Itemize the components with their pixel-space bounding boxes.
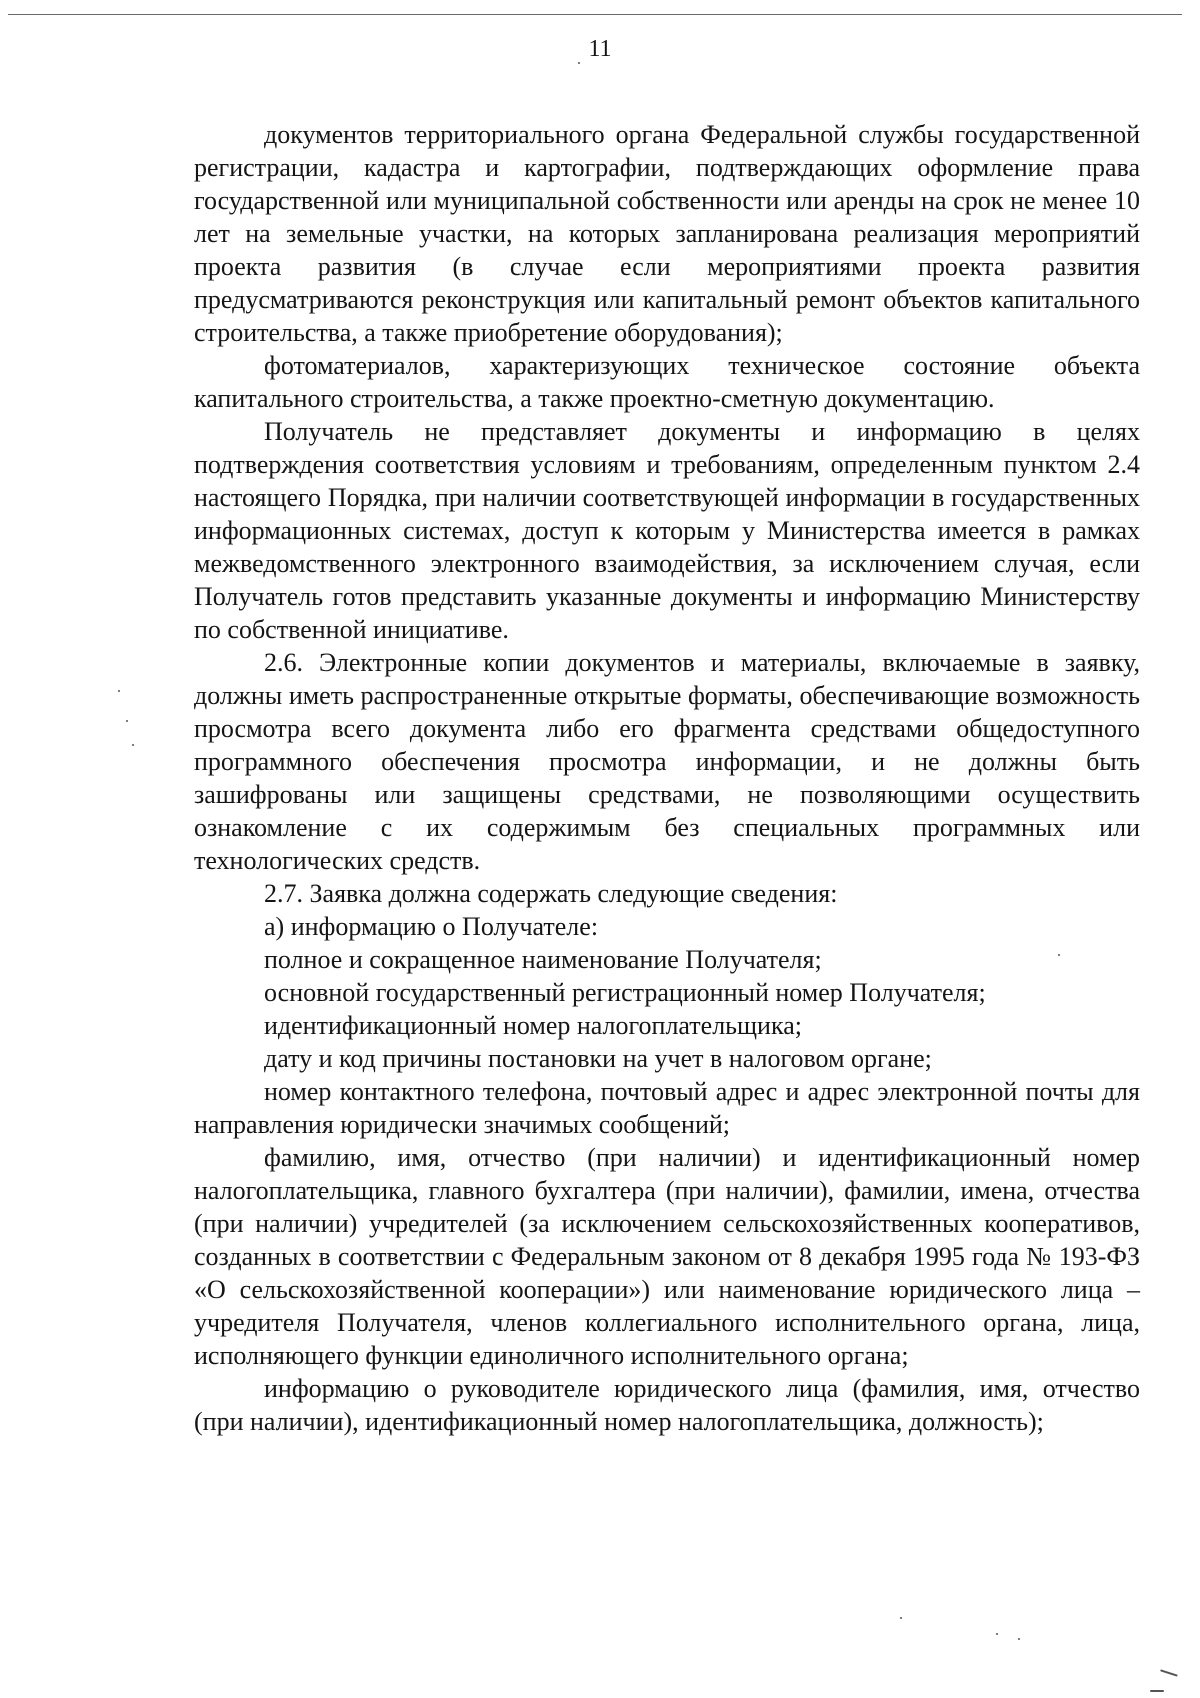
list-item-contacts: номер контактного телефона, почтовый адрес и адрес электронной почты для направления юридически значимых сообщений; (194, 1077, 1140, 1139)
list-item-founders-info: фамилию, имя, отчество (при наличии) и идентификационный номер налогоплательщика, главного бухгалтера (при наличии), фамилии, имена, отчества (при наличии) учредителей (за исключением сельскохозяйственных кооперативов, созданных в соответствии с Федеральным законом от 8 декабря 1995 года № 193-ФЗ «О сельскохозяйственной кооперации») или наименование юридического лица – учредителя Получателя, членов коллегиального исполнительного органа, лица, исполняющего функции единоличного исполнительного органа; (194, 1143, 1140, 1370)
list-item-recipient-info: а) информацию о Получателе: (264, 912, 599, 941)
scan-speck (996, 1633, 998, 1635)
paragraph-2-6-electronic-copies: 2.6. Электронные копии документов и материалы, включаемые в заявку, должны иметь распространенные открытые форматы, обеспечивающие возможность просмотра всего документа либо его фрагмента средствами общедоступного программного обеспечения просмотра информации, и не должны быть зашифрованы или защищены средствами, не позволяющими осуществить ознакомление с их содержимым без специальных программных или технологических средств. (194, 648, 1140, 875)
list-item-full-short-name: полное и сокращенное наименование Получателя; (264, 945, 822, 974)
top-scan-rule (8, 14, 1182, 15)
list-item-inn: идентификационный номер налогоплательщика; (264, 1011, 802, 1040)
list-item-tax-registration: дату и код причины постановки на учет в налоговом органе; (264, 1044, 932, 1073)
scan-speck (1018, 1638, 1020, 1640)
scan-speck (1058, 954, 1060, 956)
scan-speck (132, 744, 134, 746)
scan-speck (118, 690, 120, 692)
page-number: 11 (588, 36, 612, 62)
document-body (194, 118, 1140, 1438)
scan-speck (126, 720, 128, 722)
paragraph-2-7-application-content: 2.7. Заявка должна содержать следующие сведения: (264, 879, 838, 908)
paragraph-rosreestr-documents: документов территориального органа Федеральной службы государственной регистрации, кадастра и картографии, подтверждающих оформление права государственной или муниципальной собственности или аренды на срок не менее 10 лет на земельные участки, на которых запланирована реализация мероприятий проекта развития (в случае если мероприятиями проекта развития предусматриваются реконструкция или капитальный ремонт объектов капитального строительства, а также приобретение оборудования); (194, 120, 1140, 347)
scan-speck (900, 1617, 902, 1619)
scan-speck (578, 62, 580, 64)
list-item-ogrn: основной государственный регистрационный номер Получателя; (264, 978, 986, 1007)
paragraph-recipient-not-required: Получатель не представляет документы и информацию в целях подтверждения соответствия условиям и требованиям, определенным пунктом 2.4 настоящего Порядка, при наличии соответствующей информации в государственных информационных системах, доступ к которым у Министерства имеется в рамках межведомственного электронного взаимодействия, за исключением случая, если Получатель готов представить указанные документы и информацию Министерству по собственной инициативе. (194, 417, 1140, 644)
scan-speck (1150, 1690, 1164, 1692)
scan-speck (1160, 1669, 1178, 1676)
paragraph-photo-materials: фотоматериалов, характеризующих техническое состояние объекта капитального строительства, а также проектно-сметную документацию. (194, 351, 1140, 413)
list-item-head-info: информацию о руководителе юридического лица (фамилия, имя, отчество (при наличии), идентификационный номер налогоплательщика, должность); (194, 1374, 1140, 1436)
